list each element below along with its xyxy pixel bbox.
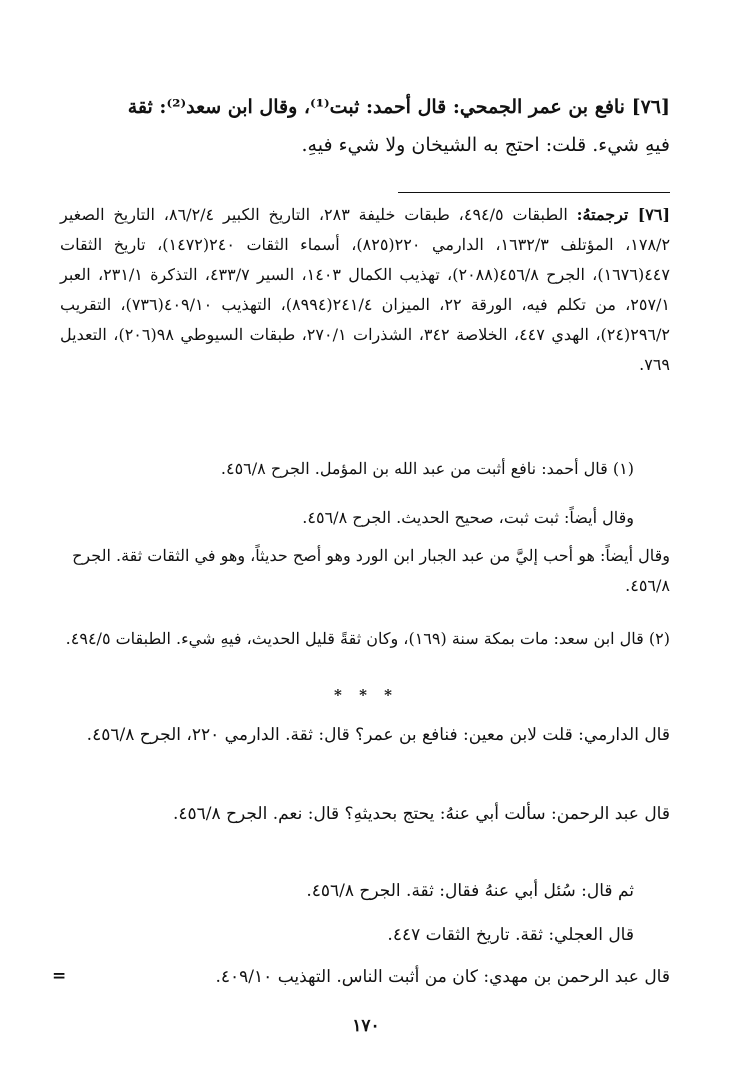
translation-text: الطبقات ٤٩٤/٥، طبقات خليفة ٢٨٣، التاريخ الكبير ٨٦/٢/٤، التاريخ الصغير ١٧٨/٢، المؤتلف ١٦٣٢/٣، الدارمي ٢٢٠(٨٢٥)، أسماء الثقات ٢٤٠(١٤٧٢)، تاريخ الثقات ٤٤٧(١٦٧٦)، الجرح ٤٥٦/٨(٢٠٨٨)، تهذيب الكمال ١٤٠٣، السير ٤٣٣/٧، التذكرة ٢٣١/١، العبر ٢٥٧/١، من تكلم فيه، الورقة ٢٢، الميزان ٢٤١/٤(٨٩٩٤)، التهذيب ٤٠٩/١٠(٧٣٦)، التقريب ٢٩٦/٢(٢٤)، الهدي ٤٤٧، الخلاصة ٣٤٢، الشذرات ٢٧٠/١، طبقات السيوطي ٩٨(٢٠٦)، التعديل ٧٦٩. <box>60 205 671 374</box>
section-separator: * * * <box>334 686 398 704</box>
body-paragraph-then-said: ثم قال: سُئل أبي عنهُ فقال: ثقة. الجرح ٤٥٦/٨. <box>306 881 634 901</box>
footnote-1-continuation: وقال أيضاً: ثبت ثبت، صحيح الحديث. الجرح ٤٥٦/٨. <box>302 508 634 527</box>
continuation-mark: = <box>52 966 67 986</box>
entry-tail: فيهِ شيء. قلت: احتج به الشيخان ولا شيء فيهِ. <box>301 134 670 156</box>
body-paragraph-ijli: قال العجلي: ثقة. تاريخ الثقات ٤٤٧. <box>387 925 634 945</box>
translation-sources <box>60 200 670 380</box>
footnote-divider <box>398 192 670 193</box>
footnote-2: (٢) قال ابن سعد: مات بمكة سنة (١٦٩)، وكان ثقةً قليل الحديث، فيهِ شيء. الطبقات ٤٩٤/٥. <box>65 629 670 648</box>
footnote-1-continuation-2: وقال أيضاً: هو أحب إليَّ من عبد الجبار ابن الورد وهو أصح حديثاً، وهو في الثقات ثقة. الجرح ٤٥٦/٨. <box>72 546 670 595</box>
body-paragraph-abdulrahman: قال عبد الرحمن: سألت أبي عنهُ: يحتج بحديثهِ؟ قال: نعم. الجرح ٤٥٦/٨. <box>173 804 670 824</box>
body-paragraph-darimi: قال الدارمي: قلت لابن معين: فنافع بن عمر؟ قال: ثقة. الدارمي ٢٢٠، الجرح ٤٥٦/٨. <box>86 725 670 745</box>
page-number: ١٧٠ <box>352 1016 380 1036</box>
entry-paragraph <box>60 88 670 164</box>
entry-head: [٧٦] نافع بن عمر الجمحي: قال أحمد: ثبت⁽¹⁾، وقال ابن سعد⁽²⁾: ثقة <box>127 96 670 118</box>
body-paragraph-ibn-mahdi: قال عبد الرحمن بن مهدي: كان من أثبت الناس. التهذيب ٤٠٩/١٠. <box>215 967 670 987</box>
translation-lead: [٧٦] ترجمتهُ: <box>576 205 671 224</box>
footnote-1: (١) قال أحمد: نافع أثبت من عبد الله بن المؤمل. الجرح ٤٥٦/٨. <box>220 459 634 478</box>
